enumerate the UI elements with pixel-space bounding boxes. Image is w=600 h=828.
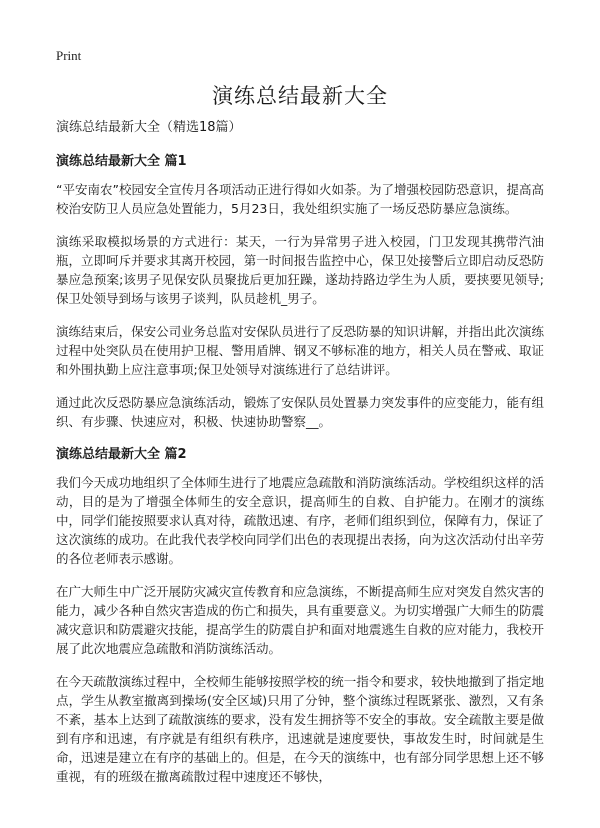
print-link[interactable]: Print	[56, 48, 82, 63]
paragraph: 在今天疏散演练过程中，全校师生能够按照学校的统一指令和要求，较快地撤到了指定地点，学生从教室撤离到操场(安全区域)只用了分钟，整个演练过程既紧张、激烈，又有条不紊，基本上达到了疏散演练的要求，没有发生拥挤等不安全的事故。安全疏散主要是做到有序和迅速，有序就是有组织有秩序，迅速就是速度要快，事故发生时，时间就是生命，迅速是建立在有序的基础上的。但是，在今天的演练中，也有部分同学思想上还不够重视，有的班级在撤离疏散过程中速度还不够快，	[56, 674, 544, 784]
paragraph: 演练采取模拟场景的方式进行：某天，一行为异常男子进入校园，门卫发现其携带汽油瓶，立即呵斥并要求其离开校园，第一时间报告监控中心，保卫处接警后立即启动反恐防暴应急预案;该男子见保安队员聚拢后更加狂躁，遂劫持路边学生为人质，要挟要见领导;保卫处领导到场与该男子谈判，队员趁机_男子。	[56, 234, 544, 306]
paragraph: 通过此次反恐防暴应急演练活动，锻炼了安保队员处置暴力突发事件的应变能力，能有组织、有步骤、快速应对，积极、快速协助警察__。	[56, 395, 544, 429]
paragraph: 在广大师生中广泛开展防灾减灾宣传教育和应急演练，不断提高师生应对突发自然灾害的能力，减少各种自然灾害造成的伤亡和损失，具有重要意义。为切实增强广大师生的防震减灾意识和防震避灾技能，提高学生的防震自护和面对地震逃生自救的应对能力，我校开展了此次地震应急疏散和消防演练活动。	[56, 584, 544, 656]
paragraph: 我们今天成功地组织了全体师生进行了地震应急疏散和消防演练活动。学校组织这样的活动，目的是为了增强全体师生的安全意识，提高师生的自救、自护能力。在刚才的演练中，同学们能按照要求认真对待，疏散迅速、有序，老师们组织到位，保障有力，保证了这次演练的成功。在此我代表学校向同学们出色的表现提出表扬，向为这次活动付出辛劳的各位老师表示感谢。	[56, 475, 544, 566]
document-body	[56, 118, 544, 800]
section-heading: 演练总结最新大全 篇2	[56, 447, 187, 462]
document-subtitle: 演练总结最新大全（精选18篇）	[56, 120, 242, 135]
document-title: 演练总结最新大全	[212, 84, 388, 108]
section-2	[56, 445, 544, 786]
paragraph: “平安南农”校园安全宣传月各项活动正进行得如火如荼。为了增强校园防恐意识，提高高校治安防卫人员应急处置能力，5月23日，我处组织实施了一场反恐防暴应急演练。	[56, 182, 544, 216]
paragraph: 演练结束后，保安公司业务总监对安保队员进行了反恐防暴的知识讲解，并指出此次演练过程中处突队员在使用护卫棍、警用盾牌、钢叉不够标准的地方，相关人员在警戒、取证和外围执勤上应注意事项;保卫处领导对演练进行了总结讲评。	[56, 324, 544, 377]
section-heading: 演练总结最新大全 篇1	[56, 154, 187, 169]
section-1	[56, 152, 544, 431]
